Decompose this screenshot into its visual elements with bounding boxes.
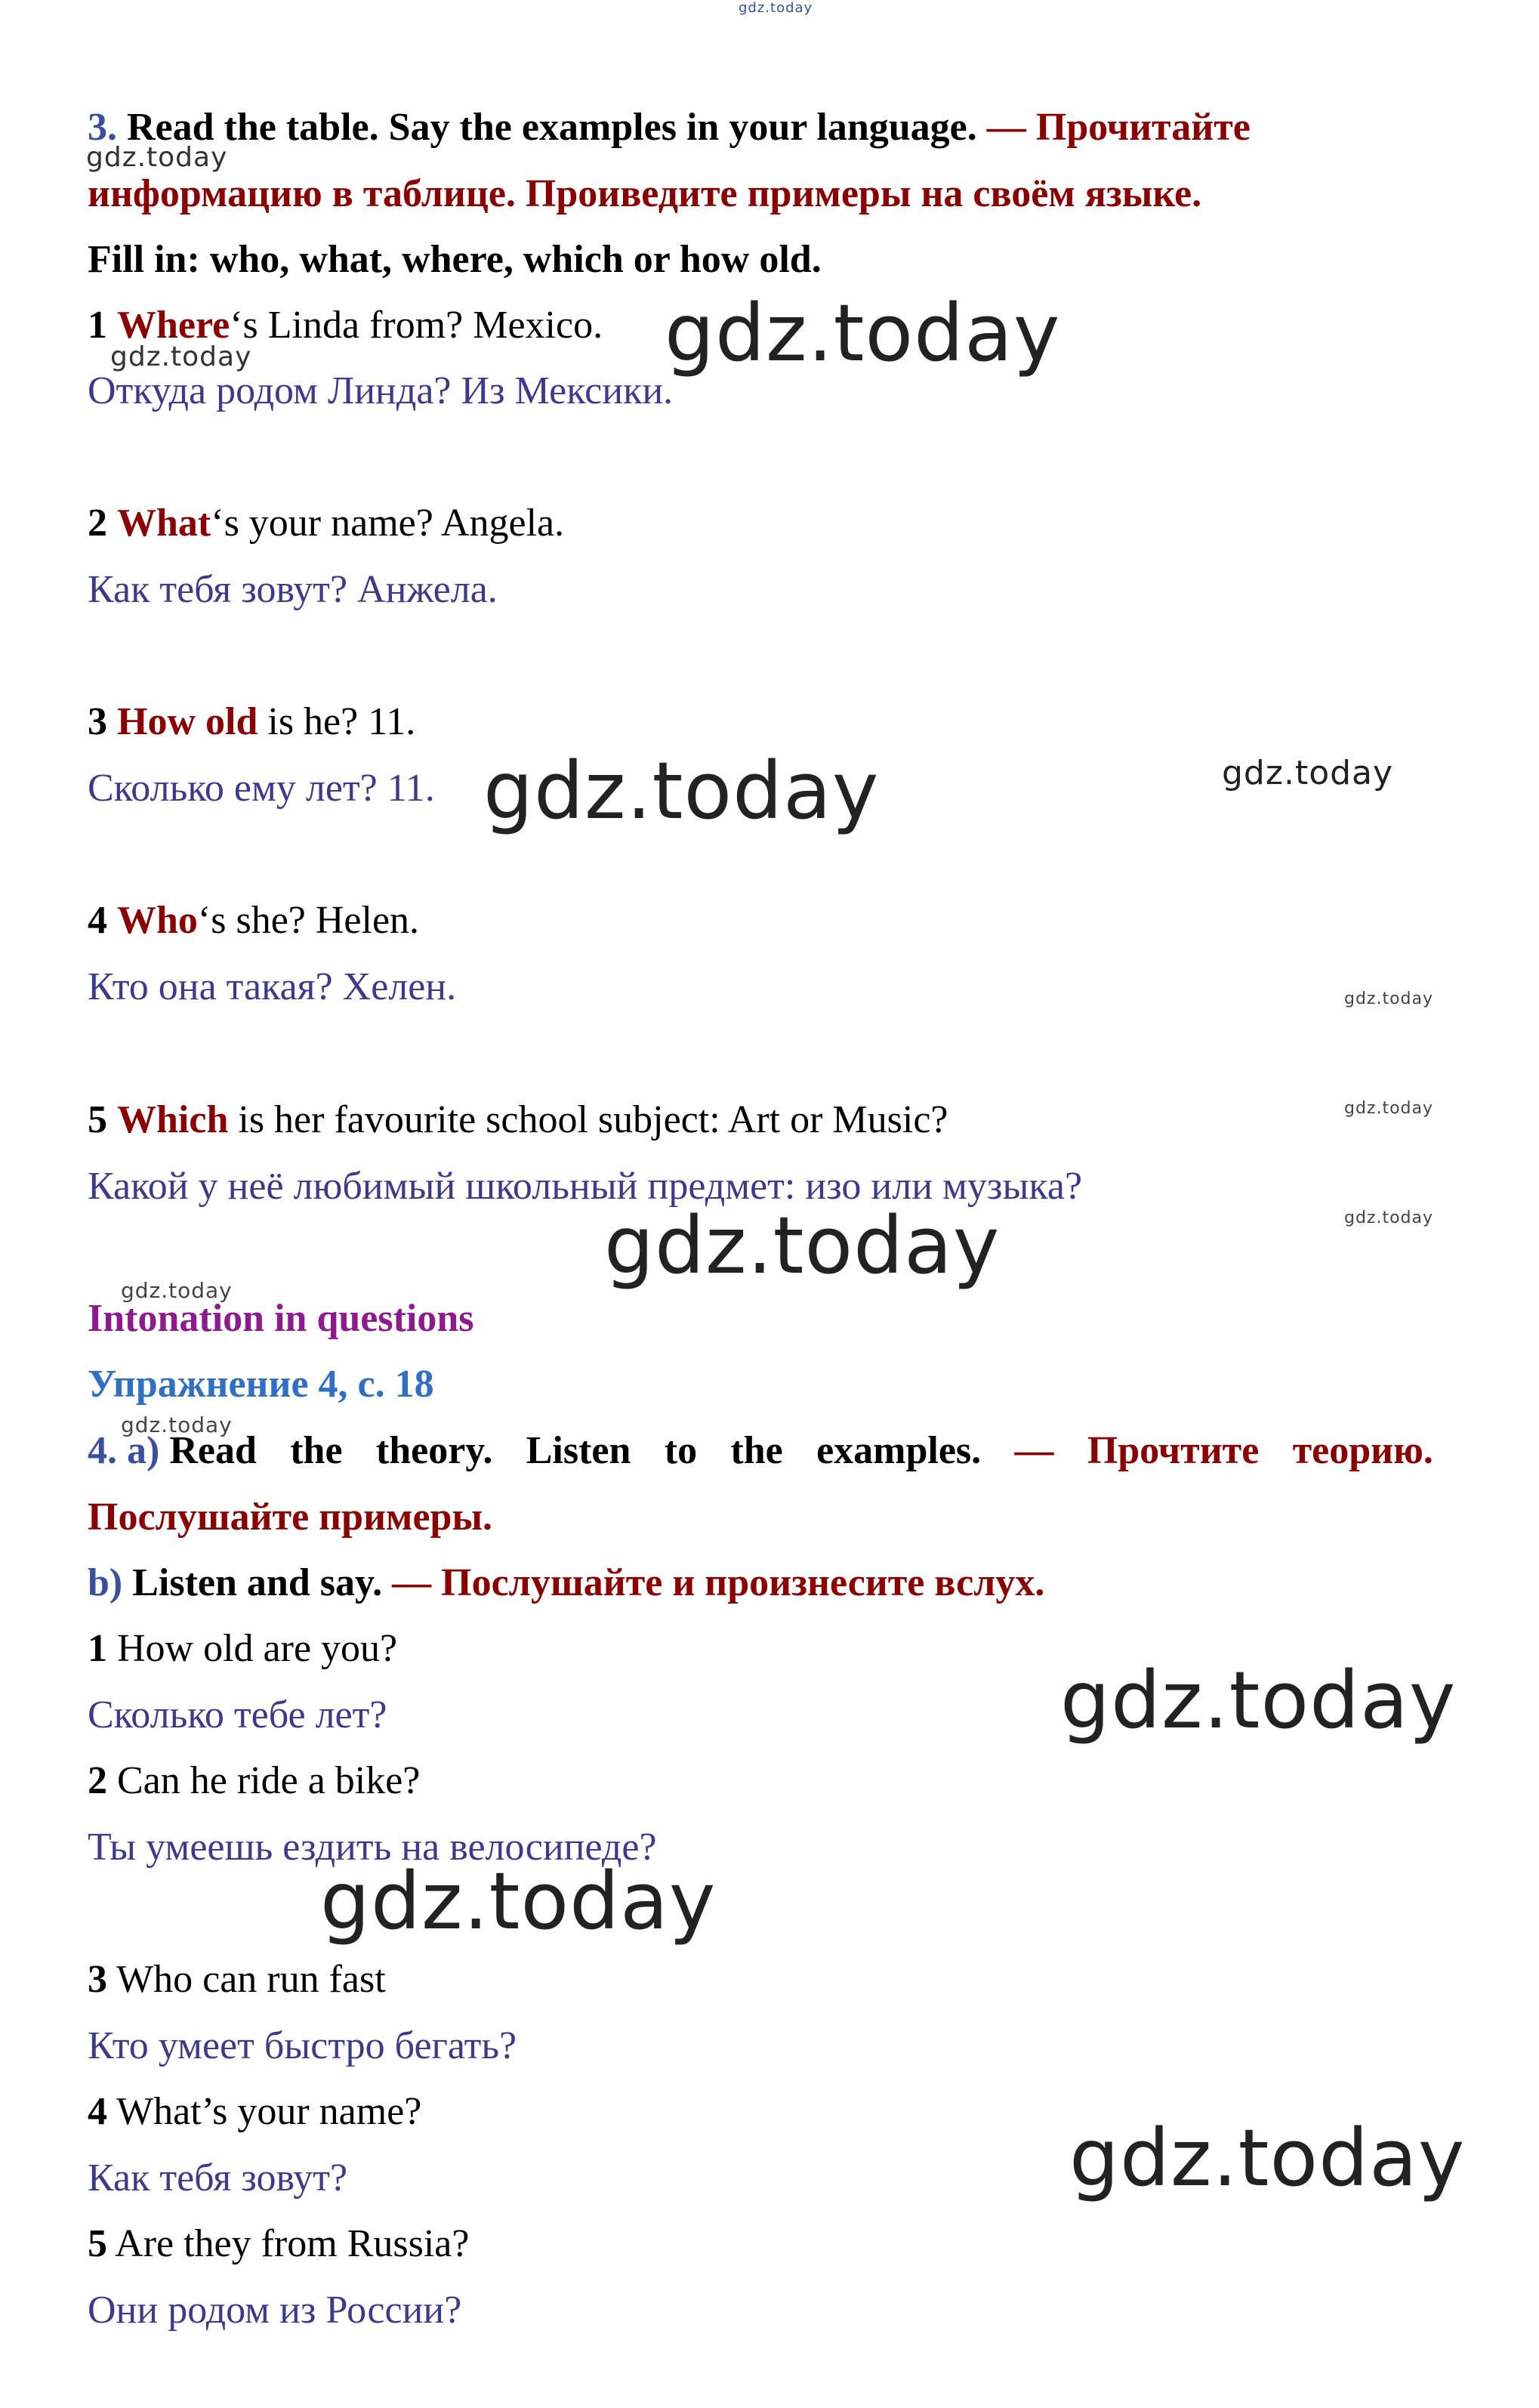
- watermark: gdz.today: [483, 745, 880, 837]
- watermark: gdz.today: [665, 287, 1061, 379]
- item-number: 4: [88, 2090, 107, 2133]
- ex3-heading-line2: информацию в таблице. Проиведите примеры на своём языке.: [88, 172, 1202, 215]
- ex4-item-5: [88, 2221, 1433, 2268]
- item-text: How old are you?: [117, 1627, 398, 1670]
- item-number: 5: [88, 1098, 107, 1141]
- ex3-item-4: [88, 897, 1433, 944]
- ex4-item-2-translation: Ты умеешь ездить на велосипеде?: [88, 1826, 657, 1869]
- item-text: Can he ride a bike?: [117, 1759, 421, 1802]
- watermark: gdz.today: [121, 1412, 233, 1437]
- item-number: 3: [88, 700, 107, 743]
- ex4-word: to: [664, 1429, 698, 1472]
- item-text: ‘s your name? Angela.: [211, 502, 565, 545]
- item-text: Who can run fast: [116, 1958, 386, 2001]
- ex4-number: 4.: [88, 1429, 117, 1472]
- item-number: 1: [88, 1627, 107, 1670]
- item-text: ‘s she? Helen.: [197, 899, 420, 942]
- watermark: gdz.today: [1344, 989, 1434, 1008]
- ex4-word: the: [730, 1429, 783, 1472]
- watermark: gdz.today: [1060, 1654, 1457, 1746]
- ex4-word: theory.: [375, 1429, 493, 1472]
- item-text: Are they from Russia?: [115, 2222, 470, 2265]
- ex4-part-b-en: Listen and say.: [132, 1561, 383, 1604]
- ex4-item-1-translation: Сколько тебе лет?: [88, 1693, 387, 1737]
- exercise-reference: Упражнение 4, с. 18: [88, 1363, 434, 1406]
- ex4-word: Read: [169, 1429, 257, 1472]
- ex4-part-b-ru: — Послушайте и произнесите вслух.: [392, 1561, 1045, 1604]
- question-word: Who: [117, 899, 198, 942]
- ex3-item-1-translation: Откуда родом Линда? Из Мексики.: [88, 369, 674, 412]
- item-number: 2: [88, 1759, 107, 1802]
- item-number: 1: [88, 304, 107, 347]
- ex3-item-3-translation: Сколько ему лет? 11.: [88, 767, 435, 810]
- ex4-item-5-translation: Они родом из России?: [88, 2289, 462, 2332]
- ex3-title-ru-1: — Прочитайте: [986, 106, 1251, 149]
- watermark: gdz.today: [1069, 2112, 1466, 2204]
- ex4-word: the: [290, 1429, 343, 1472]
- watermark: gdz.today: [1344, 1099, 1434, 1118]
- watermark: gdz.today: [1344, 1209, 1434, 1227]
- ex4-item-2: [88, 1758, 1433, 1804]
- item-text: ‘s Linda from? Mexico.: [230, 304, 603, 347]
- watermark: gdz.today: [1222, 754, 1394, 792]
- ex4-item-3: [88, 1956, 1433, 2003]
- watermark: gdz.today: [121, 1278, 233, 1303]
- ex4-part-b: b): [88, 1561, 123, 1604]
- watermark: gdz.today: [110, 341, 252, 372]
- ex4-word: теорию.: [1292, 1429, 1433, 1472]
- ex4-word: —: [1014, 1429, 1054, 1472]
- question-word: Which: [117, 1098, 229, 1141]
- item-text: What’s your name?: [116, 2090, 422, 2133]
- item-text: is her favourite school subject: Art or Music?: [228, 1098, 948, 1141]
- ex3-item-2-translation: Как тебя зовут? Анжела.: [88, 568, 498, 611]
- question-word: What: [117, 502, 211, 545]
- ex4-part-b-heading: [88, 1560, 1433, 1607]
- ex4-word: Прочтите: [1087, 1429, 1260, 1472]
- ex4-part-a: a): [127, 1429, 160, 1472]
- ex4-item-3-translation: Кто умеет быстро бегать?: [88, 2024, 517, 2067]
- ex3-task: Fill in: who, what, where, which or how old.: [88, 238, 822, 281]
- watermark: gdz.today: [320, 1855, 717, 1947]
- ex3-number: 3.: [88, 106, 117, 149]
- question-word: Where: [117, 304, 230, 347]
- watermark: gdz.today: [604, 1199, 1001, 1292]
- item-number: 5: [88, 2222, 107, 2265]
- item-number: 4: [88, 899, 107, 942]
- watermark-top: gdz.today: [739, 0, 813, 16]
- ex3-item-5: [88, 1097, 1433, 1144]
- ex4-word: Listen: [526, 1429, 631, 1472]
- question-word: How old: [117, 700, 258, 743]
- item-number: 2: [88, 502, 107, 545]
- item-number: 3: [88, 1958, 107, 2001]
- ex4-heading-line1: [88, 1428, 1433, 1474]
- item-text: is he? 11.: [258, 700, 416, 743]
- ex3-heading-line1: [88, 104, 1433, 151]
- ex4-heading-line2: Послушайте примеры.: [88, 1496, 493, 1539]
- ex3-item-4-translation: Кто она такая? Хелен.: [88, 965, 457, 1008]
- ex3-item-3: [88, 699, 1433, 746]
- section-title: Intonation in questions: [88, 1297, 474, 1340]
- ex4-word: examples.: [816, 1429, 982, 1472]
- watermark: gdz.today: [86, 142, 228, 173]
- ex4-item-4-translation: Как тебя зовут?: [88, 2156, 348, 2200]
- ex3-item-5-translation: Какой у неё любимый школьный предмет: изо или музыка?: [88, 1165, 1083, 1208]
- ex3-item-2: [88, 500, 1433, 547]
- ex3-title-en: Read the table. Say the examples in your language.: [127, 106, 977, 149]
